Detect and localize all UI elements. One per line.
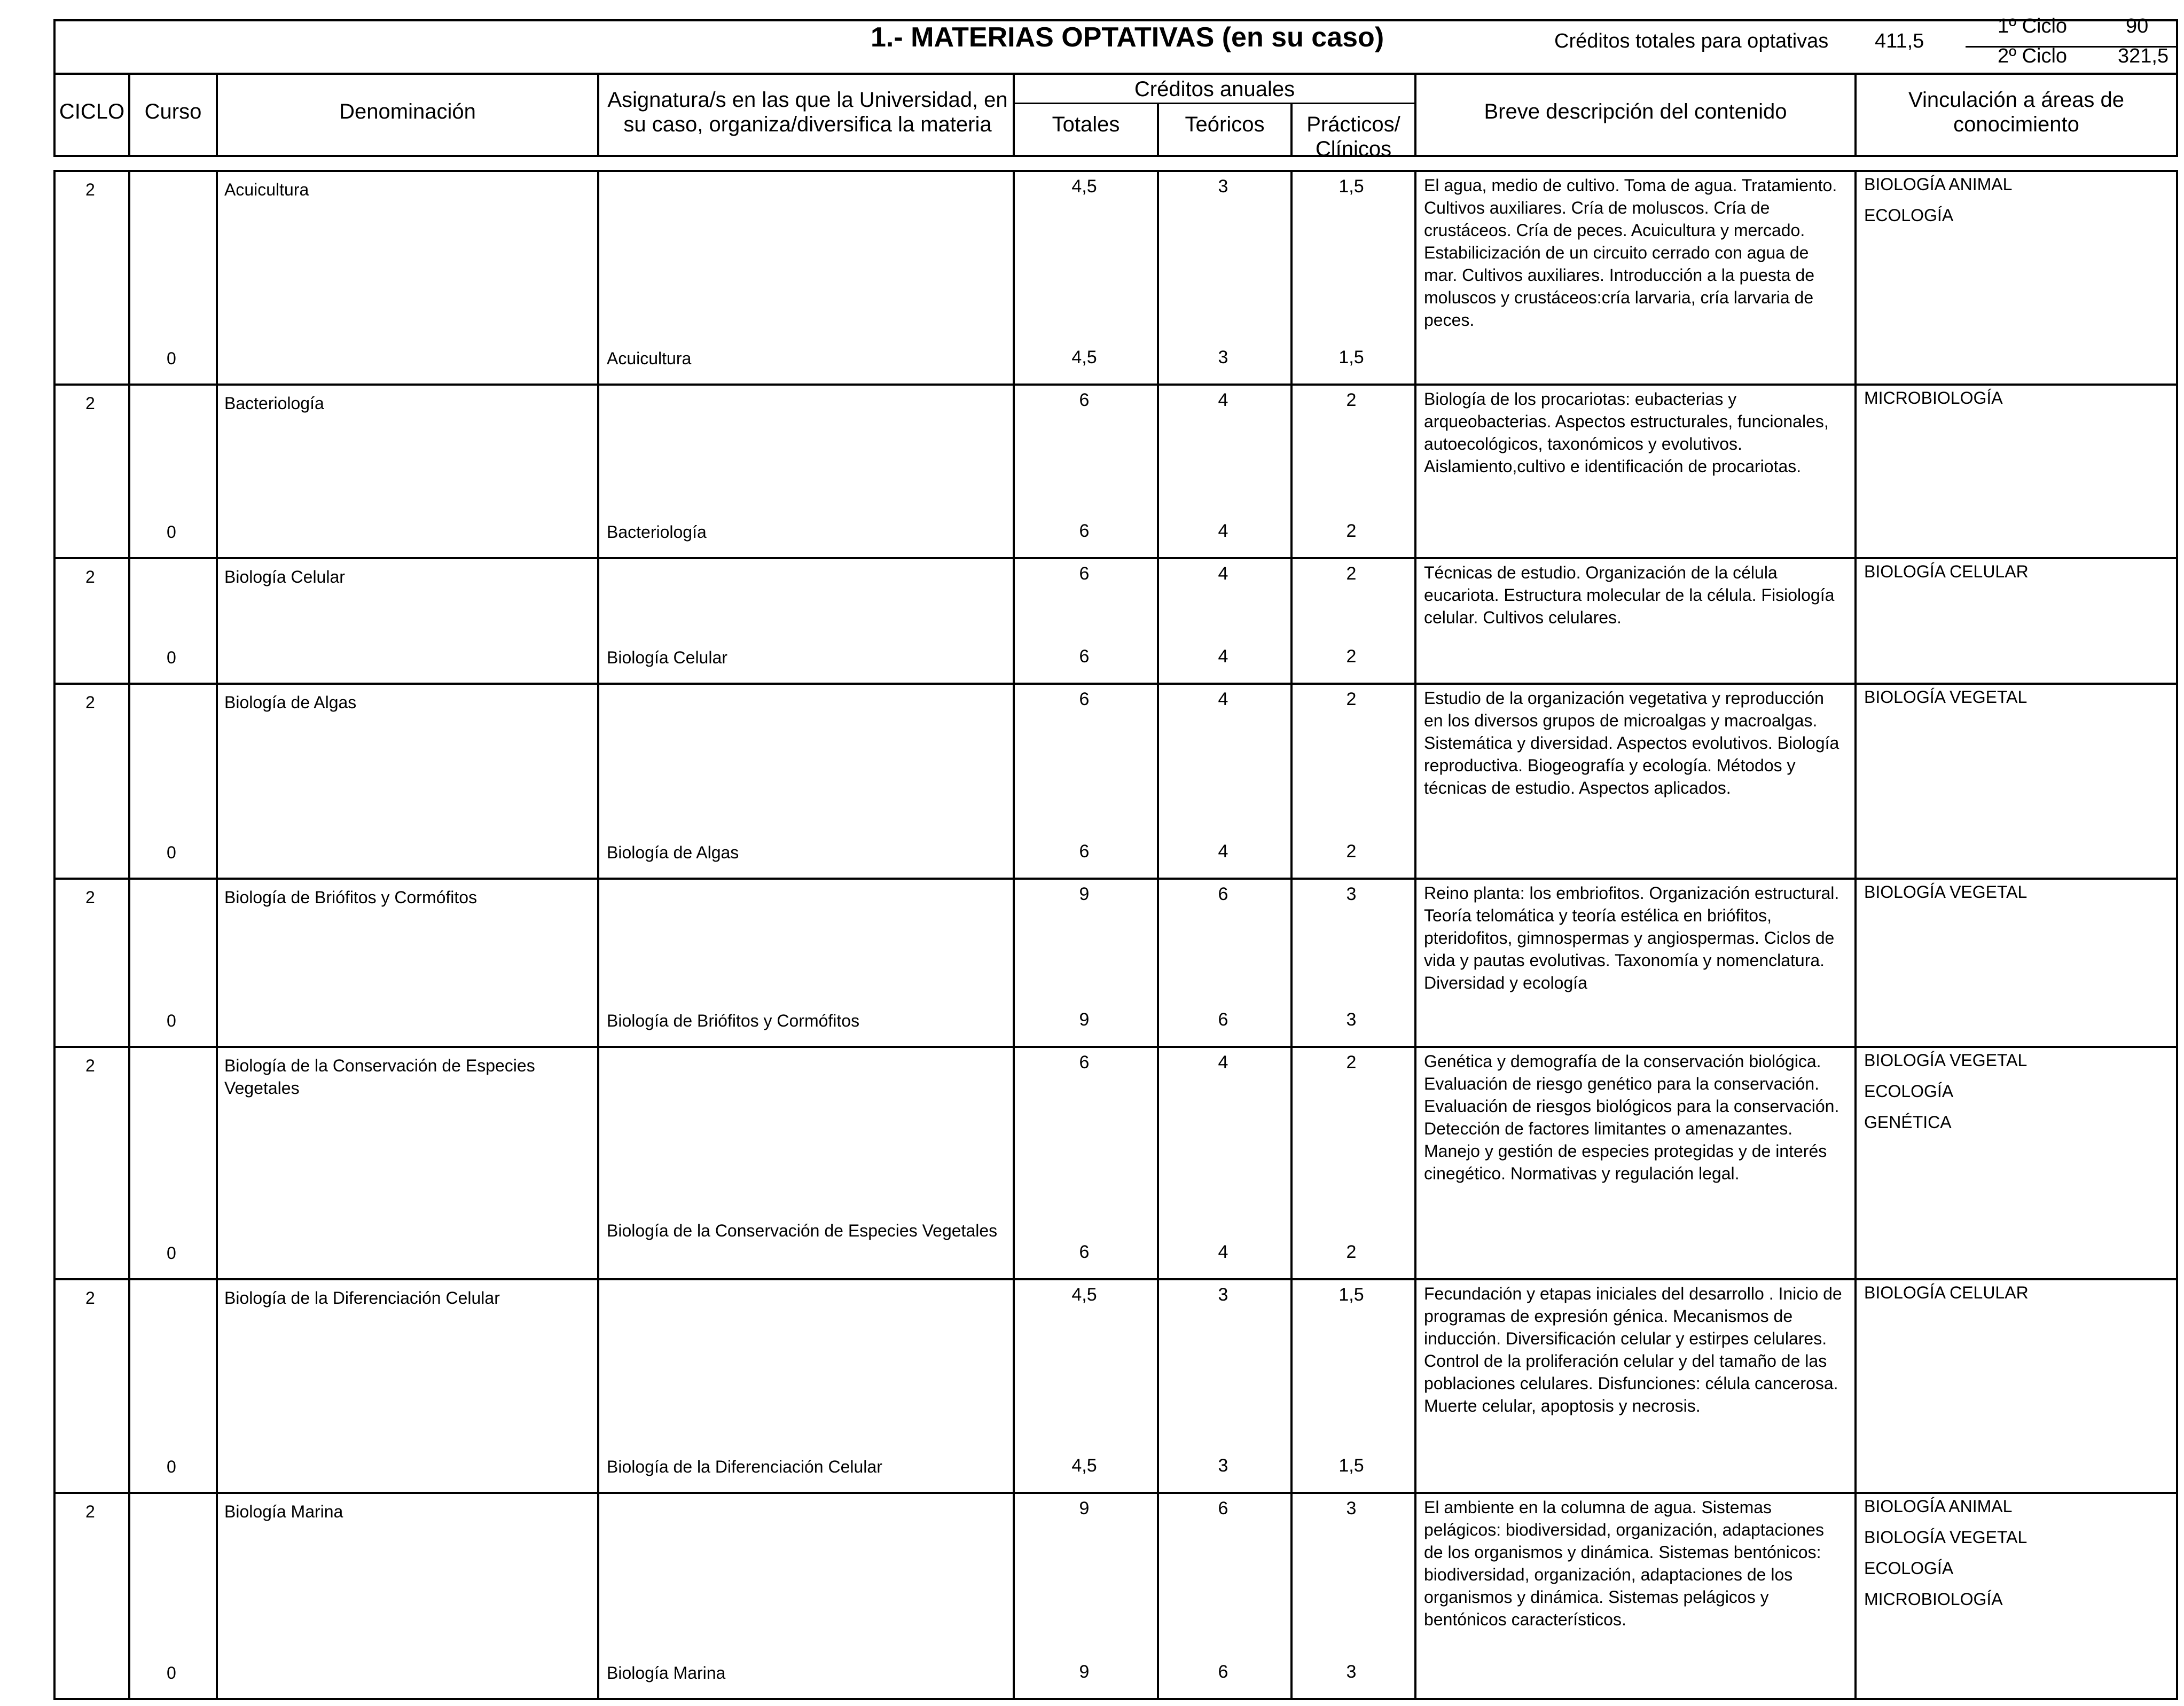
cell-practicos: 1,5 [1338,1285,1364,1305]
area-label: MICROBIOLOGÍA [1864,388,2003,408]
creditos-totales-label: Créditos totales para optativas [1554,30,1829,52]
cell-denominacion: Biología Marina [224,1502,343,1521]
cell-practicos-detail: 1,5 [1338,347,1364,367]
area-label: BIOLOGÍA VEGETAL [1864,1051,2028,1070]
cell-teoricos: 6 [1218,1498,1228,1519]
cell-curso: 0 [167,349,176,368]
table-row [53,1278,2178,1492]
cell-ciclo: 2 [85,1056,95,1075]
cell-practicos: 2 [1346,1052,1357,1073]
cell-teoricos: 3 [1218,1285,1228,1305]
col-denominacion: Denominación [339,100,476,123]
cell-curso: 0 [167,1457,176,1476]
cell-practicos-detail: 2 [1346,1242,1357,1262]
cell-ciclo: 2 [85,1502,95,1521]
cell-descripcion: Reino planta: los embriofitos. Organización estructural. Teoría telomática y teoría estélica en briófitos, pteridofitos, gimnospermas y angiospermas. Ciclos de vida y pautas evolutivas. Taxonomía y nomenclatura. Diversidad y ecología [1424,883,1839,992]
col-asignatura: Asignatura/s en las que la Universidad, en su caso, organiza/diversifica la materia [607,88,1008,136]
cell-totales-detail: 9 [1079,1009,1090,1030]
cell-teoricos-detail: 3 [1218,347,1228,367]
cell-descripcion: Fecundación y etapas iniciales del desarrollo . Inicio de programas de expresión génica. Mecanismos de inducción. Diversificación celular y estirpes celulares. Control de la proliferación celular y del tamaño de las poblaciones celulares. Disfunciones: célula cancerosa. Muerte celular, apoptosis y necrosis. [1424,1284,1842,1415]
cell-descripcion: Genética y demografía de la conservación biológica. Evaluación de riesgo genético para la conservación. Evaluación de riesgos biológicos para la conservación. Detección de factores limitantes o amenazantes. Manejo y gestión de especies protegidas y de interés cinegético. Normativas y regulación legal. [1424,1052,1839,1183]
col-totales: Totales [1052,113,1120,136]
area-label: ECOLOGÍA [1864,1559,1954,1578]
cell-teoricos-detail: 4 [1218,841,1228,862]
cell-teoricos-detail: 6 [1218,1662,1228,1682]
table-row [53,557,2178,683]
area-label: BIOLOGÍA ANIMAL [1864,1497,2013,1516]
cell-practicos-detail: 1,5 [1338,1455,1364,1476]
cell-ciclo: 2 [85,180,95,199]
cell-totales-detail: 4,5 [1071,347,1097,367]
cell-asignatura: Biología Marina [607,1663,726,1682]
cell-teoricos: 3 [1218,176,1228,197]
area-label: GENÉTICA [1864,1113,1952,1132]
cell-descripcion: El ambiente en la columna de agua. Sistemas pelágicos: biodiversidad, organización, adaptaciones de los organismos y dinámica. Sistemas bentónicos: biodiversidad, organización, adaptaciones de los organismos y dinámica. Sistemas pelágicos y bentónicos característicos. [1424,1498,1824,1629]
cell-asignatura: Bacteriología [607,522,707,542]
cell-ciclo: 2 [85,567,95,586]
cell-totales: 4,5 [1071,1285,1097,1305]
area-label: BIOLOGÍA VEGETAL [1864,687,2028,707]
cell-teoricos: 4 [1218,689,1228,709]
col-creditos-anuales: Créditos anuales [1134,77,1295,101]
cell-teoricos: 4 [1218,1052,1228,1073]
cell-teoricos: 6 [1218,884,1228,904]
cell-teoricos-detail: 4 [1218,646,1228,667]
area-label: BIOLOGÍA VEGETAL [1864,1528,2028,1547]
area-label: BIOLOGÍA ANIMAL [1864,175,2013,194]
cell-totales-detail: 9 [1079,1662,1090,1682]
cell-totales: 6 [1079,390,1090,410]
cell-totales-detail: 6 [1079,521,1090,541]
page-title: 1.- MATERIAS OPTATIVAS (en su caso) [871,22,1384,53]
cell-denominacion: Biología Celular [224,567,345,586]
cell-ciclo: 2 [85,394,95,413]
table-bottom-border [53,1698,2178,1700]
cell-curso: 0 [167,843,176,862]
cell-teoricos-detail: 3 [1218,1455,1228,1476]
cell-practicos-detail: 3 [1346,1009,1357,1030]
cell-descripcion: Biología de los procariotas: eubacterias y arqueobacterias. Aspectos estructurales, funcionales, autoecológicos, taxonómicos y evolutivos. Aislamiento,cultivo e identificación de procariotas. [1424,389,1829,476]
cell-totales: 9 [1079,884,1090,904]
cell-totales-detail: 6 [1079,841,1090,862]
area-label: MICROBIOLOGÍA [1864,1590,2003,1609]
area-label: BIOLOGÍA CELULAR [1864,562,2029,581]
table-header [53,15,2178,161]
table-row [53,683,2178,878]
cell-totales: 9 [1079,1498,1090,1519]
cell-totales-detail: 6 [1079,1242,1090,1262]
cell-ciclo: 2 [85,693,95,712]
cell-descripcion: Técnicas de estudio. Organización de la célula eucariota. Estructura molecular de la célula. Fisiología celular. Cultivos celulares. [1424,563,1835,627]
col-ciclo: CICLO [59,100,125,123]
cell-denominacion: Bacteriología [224,394,324,413]
area-label: ECOLOGÍA [1864,1082,1954,1101]
cell-totales-detail: 6 [1079,646,1090,667]
cell-denominacion: Acuicultura [224,180,309,199]
cell-curso: 0 [167,1663,176,1682]
table-row [53,170,2178,384]
table-row [53,1492,2178,1698]
ciclo1-label: 1º Ciclo [1998,15,2068,37]
cell-denominacion: Biología de Briófitos y Cormófitos [224,888,477,907]
table-body [53,170,2178,1701]
cell-practicos: 2 [1346,564,1357,584]
cell-denominacion: Biología de la Conservación de Especies Vegetales [224,1056,535,1098]
col-descripcion: Breve descripción del contenido [1484,100,1787,123]
cell-asignatura: Biología de la Diferenciación Celular [607,1457,882,1476]
cell-denominacion: Biología de Algas [224,693,357,712]
cell-teoricos: 4 [1218,390,1228,410]
cell-totales-detail: 4,5 [1071,1455,1097,1476]
cell-ciclo: 2 [85,1288,95,1308]
cell-descripcion: El agua, medio de cultivo. Toma de agua. Tratamiento. Cultivos auxiliares. Cría de moluscos. Cría de crustáceos. Cría de peces. Acuicultura y mercado. Estabilicización de un circuito cerrado con agua de mar. Cultivos auxiliares. Introducción a la puesta de moluscos y crustáceos:cría larvaria, cría larvaria de peces. [1424,176,1837,330]
cell-practicos: 2 [1346,689,1357,709]
cell-curso: 0 [167,1243,176,1263]
area-label: BIOLOGÍA CELULAR [1864,1283,2029,1302]
cell-practicos-detail: 3 [1346,1662,1357,1682]
ciclo1-value: 90 [2126,15,2149,37]
col-curso: Curso [144,100,202,123]
cell-practicos: 3 [1346,884,1357,904]
col-practicos: Prácticos/ Clínicos [1306,113,1400,161]
cell-descripcion: Estudio de la organización vegetativa y reproducción en los diversos grupos de microalgas y macroalgas. Sistemática y diversidad. Aspectos evolutivos. Biología reproductiva. Biogeografía y ecología. Métodos y técnicas de estudio. Aspectos aplicados. [1424,688,1839,797]
cell-denominacion: Biología de la Diferenciación Celular [224,1288,500,1308]
cell-asignatura: Acuicultura [607,349,692,368]
ciclo2-value: 321,5 [2118,45,2169,67]
cell-asignatura: Biología de Briófitos y Cormófitos [607,1011,860,1030]
cell-asignatura: Biología Celular [607,648,727,667]
cell-curso: 0 [167,648,176,667]
table-row [53,1046,2178,1278]
cell-asignatura: Biología de Algas [607,843,739,862]
table-row [53,878,2178,1046]
area-label: BIOLOGÍA VEGETAL [1864,882,2028,902]
area-label: ECOLOGÍA [1864,206,1954,225]
cell-ciclo: 2 [85,888,95,907]
cell-practicos: 2 [1346,390,1357,410]
cell-teoricos-detail: 6 [1218,1009,1228,1030]
col-vinculacion: Vinculación a áreas de conocimiento [1908,88,2124,136]
cell-totales: 6 [1079,689,1090,709]
cell-totales: 6 [1079,564,1090,584]
cell-teoricos: 4 [1218,564,1228,584]
cell-curso: 0 [167,522,176,542]
ciclo2-label: 2º Ciclo [1998,45,2068,67]
cell-practicos-detail: 2 [1346,646,1357,667]
cell-practicos: 3 [1346,1498,1357,1519]
cell-teoricos-detail: 4 [1218,521,1228,541]
table-row [53,384,2178,557]
cell-practicos: 1,5 [1338,176,1364,197]
cell-teoricos-detail: 4 [1218,1242,1228,1262]
col-teoricos: Teóricos [1185,113,1265,136]
cell-asignatura: Biología de la Conservación de Especies Vegetales [607,1221,998,1240]
cell-practicos-detail: 2 [1346,521,1357,541]
cell-curso: 0 [167,1011,176,1030]
creditos-totales-value: 411,5 [1875,30,1924,52]
cell-totales: 4,5 [1071,176,1097,197]
cell-practicos-detail: 2 [1346,841,1357,862]
cell-totales: 6 [1079,1052,1090,1073]
